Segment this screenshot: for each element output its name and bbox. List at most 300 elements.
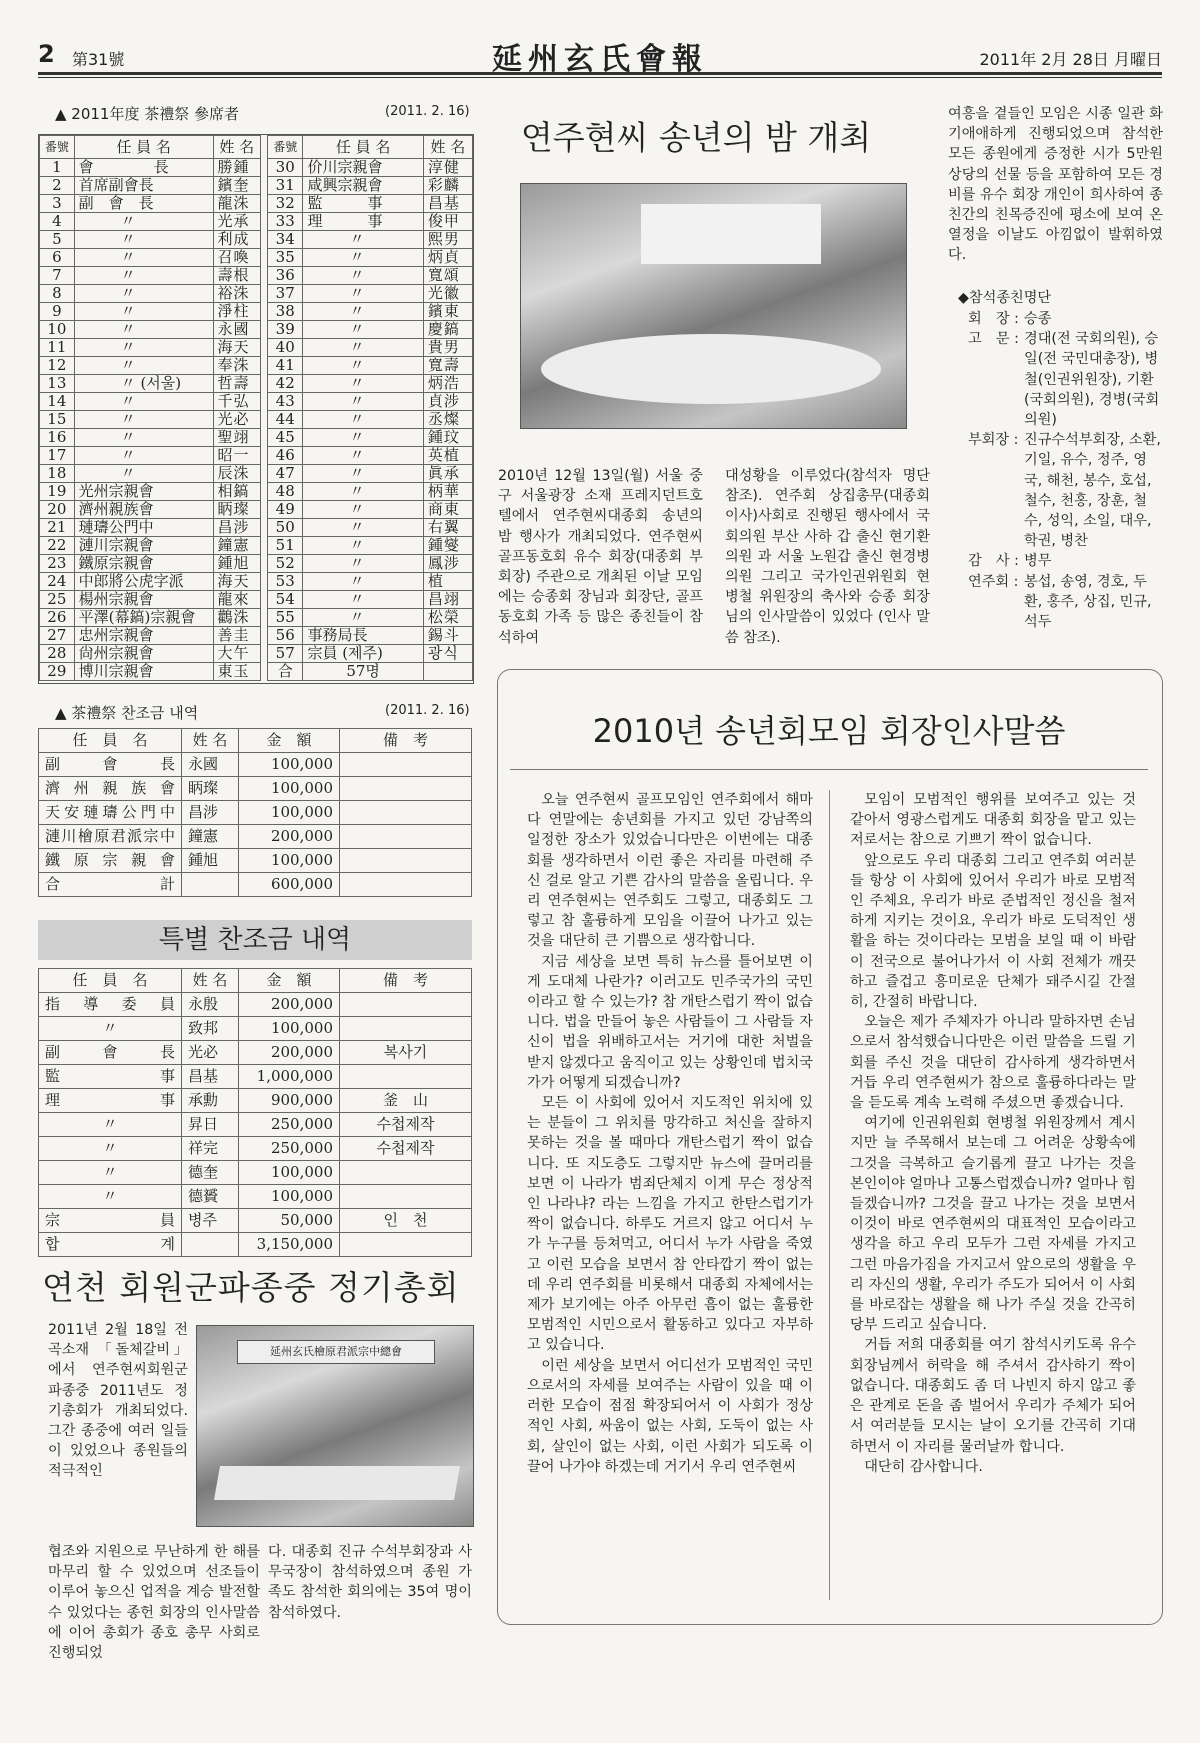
attendee-role: 副 會 長 — [74, 195, 213, 213]
attendee-role: 忠州宗親會 — [74, 627, 213, 645]
attendee-role: 〃 — [303, 609, 423, 627]
donor-name: 德奎 — [182, 1161, 239, 1185]
attendee-name: 奉洙 — [213, 357, 260, 375]
col-header: 金 額 — [239, 729, 340, 753]
attendee-number: 40 — [268, 339, 303, 357]
donor-role: 〃 — [39, 1113, 182, 1137]
donation-amount: 100,000 — [239, 849, 340, 873]
attendee-role: 〃 — [74, 393, 213, 411]
attendee-name: 大午 — [213, 645, 260, 663]
speech-paragraph: 거듭 저희 대종회를 여기 참석시키도록 유수회장님께서 허락을 해 주셔서 감사하기 짝이 없습니다. 대종회도 좀 더 나빈지 하지 않고 좋은 관계로 돈을 좀 벌어서 우리가 주체가 되어서 여러분들 모시는 날이 오기를 간곡히 기대하면서 이 자리를 물러날까 합니다. — [850, 1337, 1136, 1455]
attendee-number: 51 — [268, 537, 303, 555]
attendee-name: 錫斗 — [423, 627, 472, 645]
attendee-name: 鍾玟 — [423, 429, 472, 447]
attendance-row — [40, 213, 261, 231]
attendance-row — [268, 537, 473, 555]
donation-note: 인 천 — [340, 1209, 472, 1233]
attendance-row — [268, 357, 473, 375]
attendee-role: 〃 — [74, 411, 213, 429]
yearend-photo — [520, 183, 907, 429]
attendance-row — [40, 609, 261, 627]
donation-note — [340, 777, 472, 801]
meeting-text-top — [48, 1320, 188, 1542]
attendee-number: 27 — [40, 627, 75, 645]
attendee-role: 〃 — [303, 573, 423, 591]
attendee-name: 東玉 — [213, 663, 260, 681]
donation-amount: 100,000 — [239, 1185, 340, 1209]
donation-amount: 100,000 — [239, 1017, 340, 1041]
attendance-total-blank — [423, 663, 472, 681]
attendee-name: 俊甲 — [423, 213, 472, 231]
attendance-row — [268, 555, 473, 573]
attendance-row — [268, 645, 473, 663]
attendance-row — [268, 375, 473, 393]
attendee-name: 英植 — [423, 447, 472, 465]
attendance-row — [268, 249, 473, 267]
attendee-name: 昌翊 — [423, 591, 472, 609]
attendee-role: 漣川宗親會 — [74, 537, 213, 555]
attendance-row — [268, 609, 473, 627]
attendee-name: 鍾燮 — [423, 537, 472, 555]
col-header: 備 考 — [340, 969, 472, 993]
attendee-role: 〃 — [74, 213, 213, 231]
attendee-number: 16 — [40, 429, 75, 447]
attendance-row — [40, 411, 261, 429]
donor-name — [182, 873, 239, 897]
meeting-photo — [196, 1325, 474, 1527]
attendee-number: 20 — [40, 501, 75, 519]
donor-role: 鐵原宗親會 — [39, 849, 182, 873]
attendance-total-label: 合 — [268, 663, 303, 681]
attendee-name: 勝鍾 — [213, 159, 260, 177]
attendee-number: 12 — [40, 357, 75, 375]
yearend-right-text: 여흥을 곁들인 모임은 시종 일관 화기애애하게 진행되었으며 참석한 모든 종원에게 증정한 시가 5만원 상당의 선물 등을 포함하여 모든 경비를 유수 회장 개인이 희사하여 종친간의 친목증진에 평소에 보여 온 열정을 이날도 아낌없이 발휘하였다. — [948, 106, 1163, 264]
attendee-number: 44 — [268, 411, 303, 429]
attendee-role: 事務局長 — [303, 627, 423, 645]
speech-col2 — [850, 790, 1136, 1477]
attendance-row — [268, 573, 473, 591]
attendee-name: 召喚 — [213, 249, 260, 267]
total-row — [39, 873, 472, 897]
donation-row — [39, 1017, 472, 1041]
attendee-name: 炳浩 — [423, 375, 472, 393]
attendee-role: 尙州宗親會 — [74, 645, 213, 663]
attendee-role: 理 事 — [303, 213, 423, 231]
attendee-number: 41 — [268, 357, 303, 375]
attendee-role: 〃 — [303, 267, 423, 285]
attendee-role: 〃 — [303, 339, 423, 357]
donor-name: 鐘憲 — [182, 825, 239, 849]
attendee-role: 會 長 — [74, 159, 213, 177]
speech-paragraph: 모든 이 사회에 있어서 지도적인 위치에 있는 분들이 그 위치를 망각하고 처신을 잘하지 못하는 것을 볼 때마다 개탄스럽기 짝이 없습니다. 또 지도층도 그렇지만 뉴스에 끌머리를 보면 이 나라가 범죄단체지 이게 무슨 정상적인 나라냐? 라는 느낌을 가지고 한탄스럽기가 짝이 없습니다. 하루도 거르지 않고 어디서 누가 누구를 등쳐먹고, 어디서 누가 사람을 죽였고 이런 모습을 보면서 참 안타깝기 짝이 없는데 우리 연주회를 비롯해서 대종회 자체에서는 제가 보기에는 아주 아무런 흠이 없는 훌륭한 모범적인 시민으로서 활동하고 있다고 자부하고 있습니다. — [527, 1095, 813, 1354]
yearend-col1: 2010년 12월 13일(월) 서울 중구 서울광장 소재 프레지던트호텔에서 연주현씨대종회 송년의 밤 행사가 개최되었다. 연주현씨 골프동호회 유수 회장(대종회 부회장) 주관으로 개최된 이날 모임에는 승종회 장님과 회장단, 골프동호회 가족 등 많은 종친들이 참석하여 — [498, 468, 703, 646]
donor-role: 합 계 — [39, 1233, 182, 1257]
attendee-role: 〃 — [74, 267, 213, 285]
donor-name: 光必 — [182, 1041, 239, 1065]
attendee-role: 〃 — [74, 303, 213, 321]
attendee-role: 鐵原宗親會 — [74, 555, 213, 573]
attendee-group-names: 승종 — [1024, 311, 1052, 327]
attendee-name: 光必 — [213, 411, 260, 429]
donor-name: 昌涉 — [182, 801, 239, 825]
attendance-row — [268, 267, 473, 285]
speech-col1 — [527, 790, 813, 1477]
donation-amount: 100,000 — [239, 753, 340, 777]
attendance-table-right — [267, 135, 473, 681]
col-header: 姓 名 — [182, 729, 239, 753]
attendee-role: 〃 — [303, 483, 423, 501]
donation-row — [39, 1209, 472, 1233]
donation-row — [39, 1065, 472, 1089]
attendee-name: 裕洙 — [213, 285, 260, 303]
attendee-number: 37 — [268, 285, 303, 303]
attendee-name: 龍來 — [213, 591, 260, 609]
attendance-row — [268, 159, 473, 177]
attendance-row — [268, 339, 473, 357]
attendee-role: 〃 — [74, 285, 213, 303]
donor-name — [182, 1233, 239, 1257]
donation-amount: 600,000 — [239, 873, 340, 897]
attendance-row — [268, 591, 473, 609]
attendance-row — [268, 627, 473, 645]
donation-note — [340, 1017, 472, 1041]
attendee-number: 36 — [268, 267, 303, 285]
attendee-role: 〃 — [74, 447, 213, 465]
attendance-row — [40, 231, 261, 249]
attendee-name: 貞涉 — [423, 393, 472, 411]
attendee-number: 10 — [40, 321, 75, 339]
masthead-title: 延州玄氏會報 — [492, 42, 708, 77]
attendee-number: 8 — [40, 285, 75, 303]
donation-row — [39, 1041, 472, 1065]
attendance-row — [40, 483, 261, 501]
attendee-role: 〃 — [303, 285, 423, 303]
attendance-row — [40, 429, 261, 447]
attendee-number: 31 — [268, 177, 303, 195]
attendee-name: 炳貞 — [423, 249, 472, 267]
page-number: 2 — [38, 40, 55, 68]
attendee-role: 〃 — [303, 465, 423, 483]
donation-amount: 50,000 — [239, 1209, 340, 1233]
donation-note — [340, 1065, 472, 1089]
attendance-row — [40, 357, 261, 375]
attendance-row — [40, 267, 261, 285]
speech-paragraph: 앞으로도 우리 대종회 그리고 연주회 여러분들 항상 이 사회에 있어서 우리가 바로 모범적인 주체요, 우리가 바로 준법적인 정신을 철저하게 지키는 것이요, 우리가 바로 도덕적인 생활을 하는 것이다라는 모범을 보일 때 이 바람이 전국으로 불어나가서 이 사회 전체가 깨끗하고 즐겁고 흥미로운 단체가 돼주시길 간절히, 간절히 바랍니다. — [850, 852, 1136, 1011]
attendance-title: ▲ 2011年度 茶禮祭 參席者 — [55, 105, 240, 123]
donor-role: 〃 — [39, 1017, 182, 1041]
attendee-name: 右翼 — [423, 519, 472, 537]
attendee-group-names: 경대(전 국회의원), 승일(전 국민대총장), 병철(인권위원장), 기환(국회의원), 경병(국회의원) — [1024, 331, 1160, 429]
attendee-name: 鐘憲 — [213, 537, 260, 555]
attendee-name: 貴男 — [423, 339, 472, 357]
speech-paragraph: 오늘은 제가 주체자가 아니라 말하자면 손님으로서 참석했습니다만은 이런 말씀을 드릴 기회를 주신 것을 대단히 감사하게 생각하면서 거듭 우리 연주현씨가 참으로 훌륭하다라는 말을 듣도록 계속 노력해 주셨으면 좋겠습니다. — [850, 1014, 1136, 1112]
col-header: 姓 名 — [182, 969, 239, 993]
attendee-name: 光承 — [213, 213, 260, 231]
speech-paragraph: 오늘 연주현씨 골프모임인 연주회에서 해마다 연말에는 송년회를 가지고 있던 강남쪽의 일정한 장소가 있었습니다만은 이번에는 대종회를 생각하면서 이런 좋은 자리를 마련해 주신 걸로 알고 기쁜 감사의 말씀을 올립니다. 우리 연주현씨는 연주회도 그렇고, 대종회도 그렇고 참 훌륭하게 모임을 이끌어 나가고 있는 것을 대단히 큰 기쁨으로 생각합니다. — [527, 792, 813, 950]
attendance-row — [40, 663, 261, 681]
attendee-name: 海天 — [213, 339, 260, 357]
special-title: 특별 찬조금 내역 — [158, 925, 352, 955]
donation-amount: 200,000 — [239, 993, 340, 1017]
attendee-name: 鑌奎 — [213, 177, 260, 195]
attendee-role: 〃 — [303, 375, 423, 393]
speech-paragraph: 모임이 모범적인 행위를 보여주고 있는 것 같아서 영광스럽게도 대종회 회장을 맡고 있는 저로서는 참으로 기쁘기 짝이 없습니다. — [850, 792, 1136, 849]
yearend-attendee-list — [968, 309, 1164, 632]
attendee-group-names: 봉섭, 송영, 경호, 두환, 홍주, 상집, 민규, 석두 — [1024, 573, 1152, 631]
attendance-row — [268, 195, 473, 213]
attendee-number: 48 — [268, 483, 303, 501]
donation-amount: 200,000 — [239, 825, 340, 849]
attendee-name: 光徽 — [423, 285, 472, 303]
donation-note — [340, 993, 472, 1017]
col-header: 金 額 — [239, 969, 340, 993]
col-name-header: 姓 名 — [423, 136, 472, 159]
attendee-number: 14 — [40, 393, 75, 411]
attendee-role: 〃 — [74, 249, 213, 267]
attendee-group — [968, 551, 1164, 571]
donor-name: 昌基 — [182, 1065, 239, 1089]
attendance-row — [40, 249, 261, 267]
attendance-row — [268, 177, 473, 195]
donation-note — [340, 873, 472, 897]
attendee-name: 熙男 — [423, 231, 472, 249]
attendance-row — [268, 429, 473, 447]
attendance-left-wrap — [39, 135, 261, 681]
attendee-name: 壽根 — [213, 267, 260, 285]
donor-role: 濟州親族會 — [39, 777, 182, 801]
col-no-header: 番號 — [40, 136, 75, 159]
attendee-role: 〃 (서울) — [74, 375, 213, 393]
donation-note — [340, 753, 472, 777]
speech-title: 2010년 송년회모임 회장인사말씀 — [592, 712, 1066, 750]
attendance-row — [268, 231, 473, 249]
attendee-number: 52 — [268, 555, 303, 573]
attendee-name: 昌涉 — [213, 519, 260, 537]
attendee-role: 〃 — [303, 519, 423, 537]
donation-note — [340, 1161, 472, 1185]
attendee-number: 57 — [268, 645, 303, 663]
donation-amount: 100,000 — [239, 1161, 340, 1185]
attendee-group-label: 감 사 : — [968, 553, 1019, 570]
attendance-date: (2011. 2. 16) — [385, 104, 470, 119]
attendee-role: 璉璹公門中 — [74, 519, 213, 537]
donation-note — [340, 849, 472, 873]
donation-row — [39, 1113, 472, 1137]
attendance-row — [40, 285, 261, 303]
attendee-name: 淨柱 — [213, 303, 260, 321]
attendee-name: 淳健 — [423, 159, 472, 177]
attendance-right-wrap — [267, 135, 473, 681]
speech-title-rule — [510, 769, 1148, 770]
col-role-header: 任 員 名 — [303, 136, 423, 159]
attendance-row — [268, 213, 473, 231]
attendance-row — [268, 393, 473, 411]
attendee-name: 永國 — [213, 321, 260, 339]
donation-note — [340, 1233, 472, 1257]
attendance-total-value: 57명 — [303, 663, 423, 681]
attendee-role: 〃 — [303, 393, 423, 411]
donor-role: 合 計 — [39, 873, 182, 897]
attendee-role: 〃 — [303, 537, 423, 555]
donor-role: 〃 — [39, 1137, 182, 1161]
attendee-role: 〃 — [303, 321, 423, 339]
attendee-name: 鸛洙 — [213, 609, 260, 627]
donor-name: 병주 — [182, 1209, 239, 1233]
attendee-number: 23 — [40, 555, 75, 573]
attendee-name: 聖翊 — [213, 429, 260, 447]
attendee-group-label: 회 장 : — [968, 311, 1019, 327]
donation-row — [39, 1089, 472, 1113]
donor-name: 昇日 — [182, 1113, 239, 1137]
attendee-name: 利成 — [213, 231, 260, 249]
attendee-number: 43 — [268, 393, 303, 411]
attendee-group-label: 고 문 : — [968, 331, 1019, 348]
attendee-group-names: 병무 — [1024, 553, 1052, 570]
attendee-role: 咸興宗親會 — [303, 177, 423, 195]
meeting-col1: 2011년 2월 18일 전곡소재 「돌체갈비」에서 연주현씨회원군파종중 2011년도 정기총회가 개최되었다. 그간 종중에 여러 일들이 있었으나 종원들의 적극적인 — [48, 1322, 188, 1480]
attendee-role: 〃 — [303, 429, 423, 447]
attendee-number: 56 — [268, 627, 303, 645]
attendance-row — [40, 627, 261, 645]
attendee-name: 寬壽 — [423, 357, 472, 375]
attendee-number: 9 — [40, 303, 75, 321]
attendee-role: 〃 — [74, 357, 213, 375]
attendee-number: 35 — [268, 249, 303, 267]
yearend-stage-shape — [641, 204, 821, 264]
attendee-group-label: 부회장 : — [968, 432, 1019, 449]
attendee-name: 慶鎬 — [423, 321, 472, 339]
attendance-row — [268, 483, 473, 501]
donation-amount: 3,150,000 — [239, 1233, 340, 1257]
attendee-number: 25 — [40, 591, 75, 609]
attendee-group — [968, 309, 1164, 329]
attendee-name: 商東 — [423, 501, 472, 519]
attendance-row — [40, 177, 261, 195]
attendance-row — [40, 321, 261, 339]
attendee-number: 47 — [268, 465, 303, 483]
donor-role: 副 會 長 — [39, 1041, 182, 1065]
attendance-row — [268, 285, 473, 303]
attendee-group-names: 진규수석부회장, 소환, 기일, 유수, 정주, 영국, 해천, 봉수, 호섭, 철수, 천홍, 장훈, 철수, 성익, 소일, 대우, 학권, 병찬 — [1024, 432, 1161, 550]
attendee-role: 〃 — [74, 321, 213, 339]
attendee-number: 32 — [268, 195, 303, 213]
attendee-name: 龍洙 — [213, 195, 260, 213]
meeting-banner: 延州玄氏檜原君派宗中總會 — [237, 1340, 435, 1364]
meeting-title: 연천 회원군파종중 정기총회 — [42, 1268, 460, 1307]
total-row — [39, 1233, 472, 1257]
attendee-name: 相鎬 — [213, 483, 260, 501]
speech-paragraph: 여기에 인권위원회 현병철 위원장께서 계시지만 늘 주목해서 보는데 그 어려운 상황속에 그것을 극복하고 슬기롭게 끌고 나가는 것을 본인이야 얼마나 고통스럽겠습니까? 얼마나 힘들겠습니까? 그것을 끌고 나가는 것을 보면서 이것이 바로 연주현씨의 대표적인 모습이라고 생각을 하고 우리 모두가 그런 자세를 가지고 그런 마음가짐을 가지고서 앞으로의 생활을 우리 자신의 생활, 우리가 주도가 되어서 이 사회를 바로잡는 생활을 해 나가 주실 것을 간곡히 당부 드리고 싶습니다. — [850, 1115, 1136, 1334]
attendee-name: 千弘 — [213, 393, 260, 411]
attendee-number: 39 — [268, 321, 303, 339]
donation-row — [39, 993, 472, 1017]
attendee-number: 15 — [40, 411, 75, 429]
col-role-header: 任 員 名 — [74, 136, 213, 159]
donation-table — [38, 728, 472, 897]
attendee-role: 濟州親族會 — [74, 501, 213, 519]
attendee-number: 49 — [268, 501, 303, 519]
issue-date: 2011年 2月 28日 月曜日 — [979, 50, 1162, 69]
donation-note: 수첩제작 — [340, 1113, 472, 1137]
attendee-name: 柄華 — [423, 483, 472, 501]
attendance-row — [40, 555, 261, 573]
speech-paragraph: 이런 세상을 보면서 어디선가 모범적인 국민으로서의 자세를 보여주는 사람이 있을 때 이러한 모습이 점점 확장되어서 이 사회가 정상적인 사회, 싸움이 없는 사회, 도둑이 없는 사회, 살인이 없는 사회, 이런 사회가 되도록 이끌어 나가야 하겠는데 거기서 우리 연주현씨 — [527, 1357, 813, 1475]
meeting-tables-shape — [214, 1466, 460, 1500]
attendance-row — [40, 339, 261, 357]
donation-note — [340, 1185, 472, 1209]
attendee-name: 광식 — [423, 645, 472, 663]
donor-name: 致邦 — [182, 1017, 239, 1041]
attendee-role: 〃 — [303, 555, 423, 573]
attendance-row — [268, 465, 473, 483]
donor-name: 德贇 — [182, 1185, 239, 1209]
attendee-number: 3 — [40, 195, 75, 213]
attendee-role: 監 事 — [303, 195, 423, 213]
attendee-number: 1 — [40, 159, 75, 177]
donation-note: 수첩제작 — [340, 1137, 472, 1161]
donation-row — [39, 849, 472, 873]
donor-name: 承勳 — [182, 1089, 239, 1113]
attendee-group — [968, 329, 1164, 430]
donation-amount: 250,000 — [239, 1137, 340, 1161]
speech-paragraph: 대단히 감사합니다. — [864, 1458, 983, 1475]
attendee-name: 鑌東 — [423, 303, 472, 321]
attendance-table-left — [39, 135, 261, 681]
donation-amount: 250,000 — [239, 1113, 340, 1137]
donation-date: (2011. 2. 16) — [385, 703, 470, 718]
attendee-name: 寬頌 — [423, 267, 472, 285]
donation-note: 복사기 — [340, 1041, 472, 1065]
donor-name: 鍾旭 — [182, 849, 239, 873]
attendee-name: 眞承 — [423, 465, 472, 483]
speech-paragraph: 지금 세상을 보면 특히 뉴스를 틀어보면 이게 도대체 나란가? 이러고도 민주국가의 국민이라고 할 수 있는가? 참 개탄스럽기 짝이 없습니다. 법을 만들어 놓은 사람들이 그 사람들 자신이 법을 위배하고서는 거기에 대한 처벌을 받지 않겠다고 움직이고 있는 상황인데 법치국가가 어떻게 되겠습니까? — [527, 953, 813, 1091]
donation-amount: 200,000 — [239, 1041, 340, 1065]
donation-note — [340, 825, 472, 849]
donor-role: 理 事 — [39, 1089, 182, 1113]
col-header: 任 員 名 — [39, 969, 182, 993]
attendance-row — [268, 519, 473, 537]
attendee-name: 海天 — [213, 573, 260, 591]
attendee-number: 19 — [40, 483, 75, 501]
attendee-group — [968, 572, 1164, 633]
attendee-role: 〃 — [74, 465, 213, 483]
attendance-row — [40, 519, 261, 537]
attendance-row — [40, 303, 261, 321]
donation-row — [39, 1161, 472, 1185]
attendee-number: 6 — [40, 249, 75, 267]
attendee-group-label: 연주회 : — [968, 573, 1019, 590]
donor-role: 漣川檜原君派宗中 — [39, 825, 182, 849]
issue-number: 第31號 — [72, 50, 125, 69]
attendee-number: 55 — [268, 609, 303, 627]
attendee-number: 30 — [268, 159, 303, 177]
attendee-number: 26 — [40, 609, 75, 627]
attendee-role: 宗員 (제주) — [303, 645, 423, 663]
donation-row — [39, 777, 472, 801]
donor-name: 永殷 — [182, 993, 239, 1017]
header-rule — [38, 72, 1162, 75]
attendee-name: 辰洙 — [213, 465, 260, 483]
header-rule-thin — [38, 77, 1162, 78]
attendee-name: 昌基 — [423, 195, 472, 213]
yearend-list-title: ◆참석종친명단 — [958, 290, 1052, 306]
donation-row — [39, 753, 472, 777]
attendee-number: 33 — [268, 213, 303, 231]
attendance-row — [268, 447, 473, 465]
attendee-role: 中郎將公虎字派 — [74, 573, 213, 591]
attendance-row — [40, 375, 261, 393]
attendee-name: 鍾旭 — [213, 555, 260, 573]
